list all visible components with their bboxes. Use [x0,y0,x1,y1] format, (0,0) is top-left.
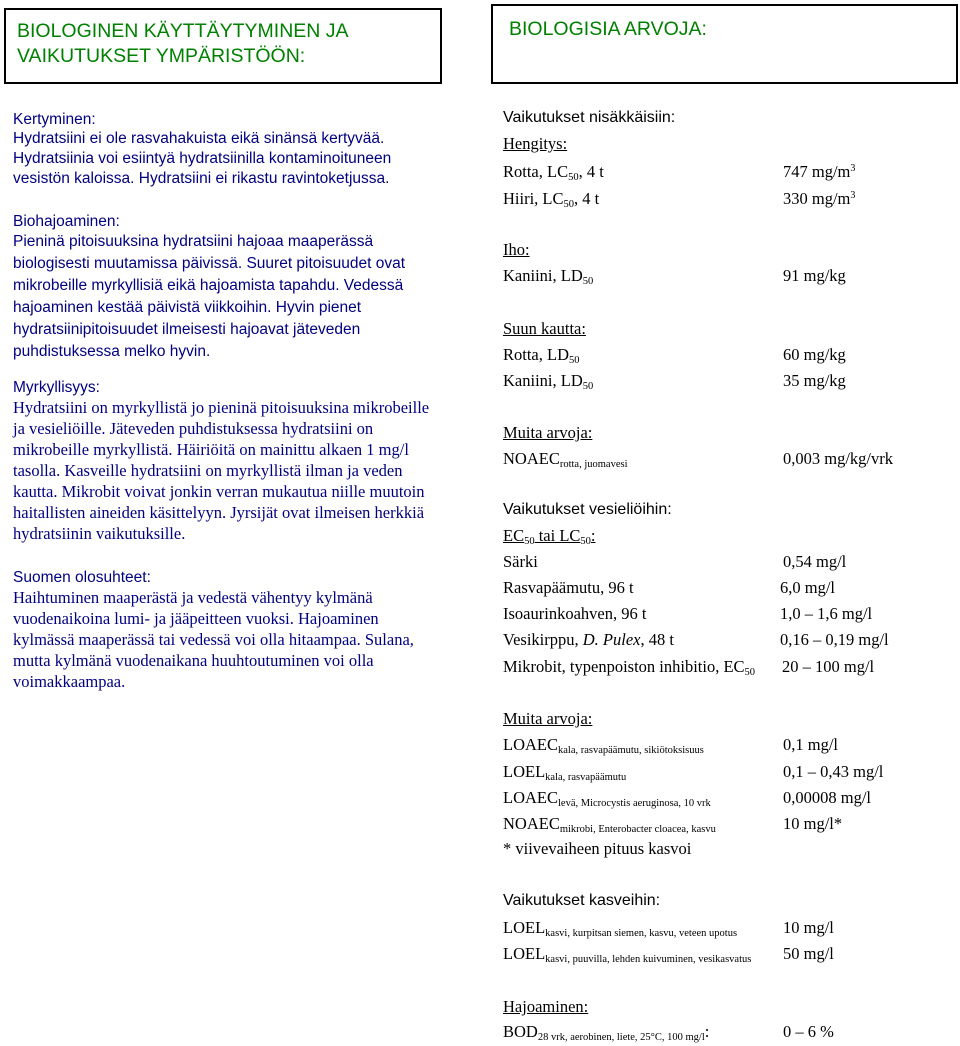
loel-kala-row: $LOEL_{kala, rasvapäämutu}$ [503,762,627,783]
suun-kautta-label: Suun kautta: [503,319,586,338]
kaniini-ld50-iho-row: Kaniini, $LD_{50}$ [503,266,594,287]
rotta-lc50-row: Rotta, $LC_{50}$, 4 t [503,162,604,183]
kasvit-heading: Vaikutukset kasveihin: [503,892,661,909]
loel-puuvilla-value: 50 mg/l [783,944,834,963]
sarki-value: 0,54 mg/l [783,552,847,571]
rasvapaamutu-value: 6,0 mg/l [780,578,836,597]
loel-kala-value: 0,1 – 0,43 mg/l [783,762,884,781]
suomen-heading: Suomen olosuhteet: [13,569,151,586]
left-header-box [4,8,442,84]
noaec-mikrobi-row: $NOAEC_{mikrobi, Enterobacter cloacea, kasvu}$ [503,814,716,835]
mikrobit-row: Mikrobit, typenpoiston inhibitio, $EC_{50}$ [503,657,756,678]
right-header-title: BIOLOGISIA ARVOJA: [509,18,707,40]
rasvapaamutu-row: Rasvapäämutu, 96 t [503,578,634,597]
left-header-title: BIOLOGINEN KÄYTTÄYTYMINEN JA VAIKUTUKSET YMPÄRISTÖÖN: [17,20,348,67]
loaec-kala-value: 0,1 mg/l [783,735,839,754]
vesikirppu-row: Vesikirppu, D. Pulex, 48 t [503,630,674,649]
kaniini-ld50-row: Kaniini, $LD_{50}$ [503,371,594,392]
muita-arvoja-label-1: Muita arvoja: [503,423,593,442]
noaec-value: 0,003 mg/kg/vrk [783,449,893,468]
biohajoaminen-text: Pieninä pitoisuuksina hydratsiini hajoaa maaperässä biologisesti muutamissa päivissä. Suuret pitoisuudet ovat mikrobeille myrkyllisiä eikä hajoamista tapahdu. Vedessä hajoaminen kestää päivistä viikkoihin. Hyvin pienet hydratsiinipitoisuudet ilmeisesti hajoavat jäteveden puhdistuksessa melko hyvin. [13,233,406,360]
suomen-text: Haihtuminen maaperästä ja vedestä vähentyy kylmänä vuodenaikoina lumi- ja jääpeitteen vuoksi. Hajoaminen kylmässä maaperässä tai vedessä voi olla hitaampaa. Sulana, mutta kylmänä vuodenaikana huuhtoutuminen voi olla voimakkaampaa. [13,588,414,691]
rotta-ld50-row: Rotta, $LD_{50}$ [503,345,580,366]
kertyminen-heading: Kertyminen: [13,111,96,128]
kertyminen-text: Hydratsiini ei ole rasvahakuista eikä sinänsä kertyvää. Hydratsiinia voi esiintyä hydratsiinilla kontaminoituneen vesistön kaloissa. Hydratsiini ei rikastu ravintoketjussa. [13,130,392,187]
ec-lc-label: $EC_{50}$ tai $LC_{50}$: [503,526,596,547]
viivevaihe-note: * viivevaiheen pituus kasvoi [503,839,692,858]
myrkyllisyys-text: Hydratsiini on myrkyllistä jo pieninä pitoisuuksina mikrobeille ja vesieliöille. Jäteveden puhdistuksessa hydratsiini on mikrobeille myrkyllistä. Häiriöitä on mainittu alkaen 1 mg/l tasolla. Kasveille hydratsiini on myrkyllistä ilman ja veden kautta. Mikrobit voivat jonkin verran mukautua niille muutoin haitallisten aineiden käsittelyyn. Jyrsijät ovat ilmeisen herkkiä hydratsiinin vaikutuksille. [13,398,430,543]
section-suomen-olosuhteet [13,568,438,692]
loaec-leva-value: 0,00008 mg/l [783,788,872,807]
loaec-kala-row: $LOAEC_{kala, rasvapäämutu, sikiötoksisuus}$ [503,735,704,756]
noaec-row: $NOAEC_{rotta, juomavesi}$ [503,449,628,470]
sarki-row: Särki [503,552,538,571]
hajoaminen-label: Hajoaminen: [503,997,589,1016]
loel-kurpitsa-value: 10 mg/l [783,918,834,937]
muita-arvoja-label-2: Muita arvoja: [503,709,593,728]
section-biohajoaminen [13,212,438,363]
section-kertyminen [13,110,438,189]
loaec-leva-row: $LOAEC_{levä, Microcystis aeruginosa, 10 vrk}$ [503,788,711,809]
mikrobit-value: 20 – 100 mg/l [782,657,875,676]
iho-label: Iho: [503,240,530,259]
isoaurinkoahven-value: 1,0 – 1,6 mg/l [780,604,873,623]
kaniini-ld50-iho-value: 91 mg/kg [783,266,846,285]
section-myrkyllisyys [13,378,438,544]
rotta-lc50-value: 747 $mg/m^3$ [783,162,856,181]
loel-puuvilla-row: $LOEL_{kasvi, puuvilla, lehden kuivuminen, vesikasvatus}$ [503,944,752,965]
right-header-box [491,4,958,84]
hiiri-lc50-row: Hiiri, $LC_{50}$, 4 t [503,189,600,210]
isoaurinkoahven-row: Isoaurinkoahven, 96 t [503,604,647,623]
kaniini-ld50-value: 35 mg/kg [783,371,846,390]
loel-kurpitsa-row: $LOEL_{kasvi, kurpitsan siemen, kasvu, veteen upotus}$ [503,918,738,939]
myrkyllisyys-heading: Myrkyllisyys: [13,379,100,396]
noaec-mikrobi-value: 10 mg/l* [783,814,843,833]
nisakkaat-heading: Vaikutukset nisäkkäisiin: [503,109,676,126]
vesikirppu-value: 0,16 – 0,19 mg/l [780,630,889,649]
hengitys-label: Hengitys: [503,134,568,153]
hiiri-lc50-value: 330 $mg/m^3$ [783,189,856,208]
rotta-ld50-value: 60 mg/kg [783,345,846,364]
biohajoaminen-heading: Biohajoaminen: [13,213,120,230]
bod-row: $BOD_{28 vrk, aerobinen, liete, 25^\circ C, 100 mg/l}$: [503,1022,710,1043]
bod-value: 0 – 6 % [783,1022,834,1041]
vesi-heading: Vaikutukset vesieliöihin: [503,501,672,518]
